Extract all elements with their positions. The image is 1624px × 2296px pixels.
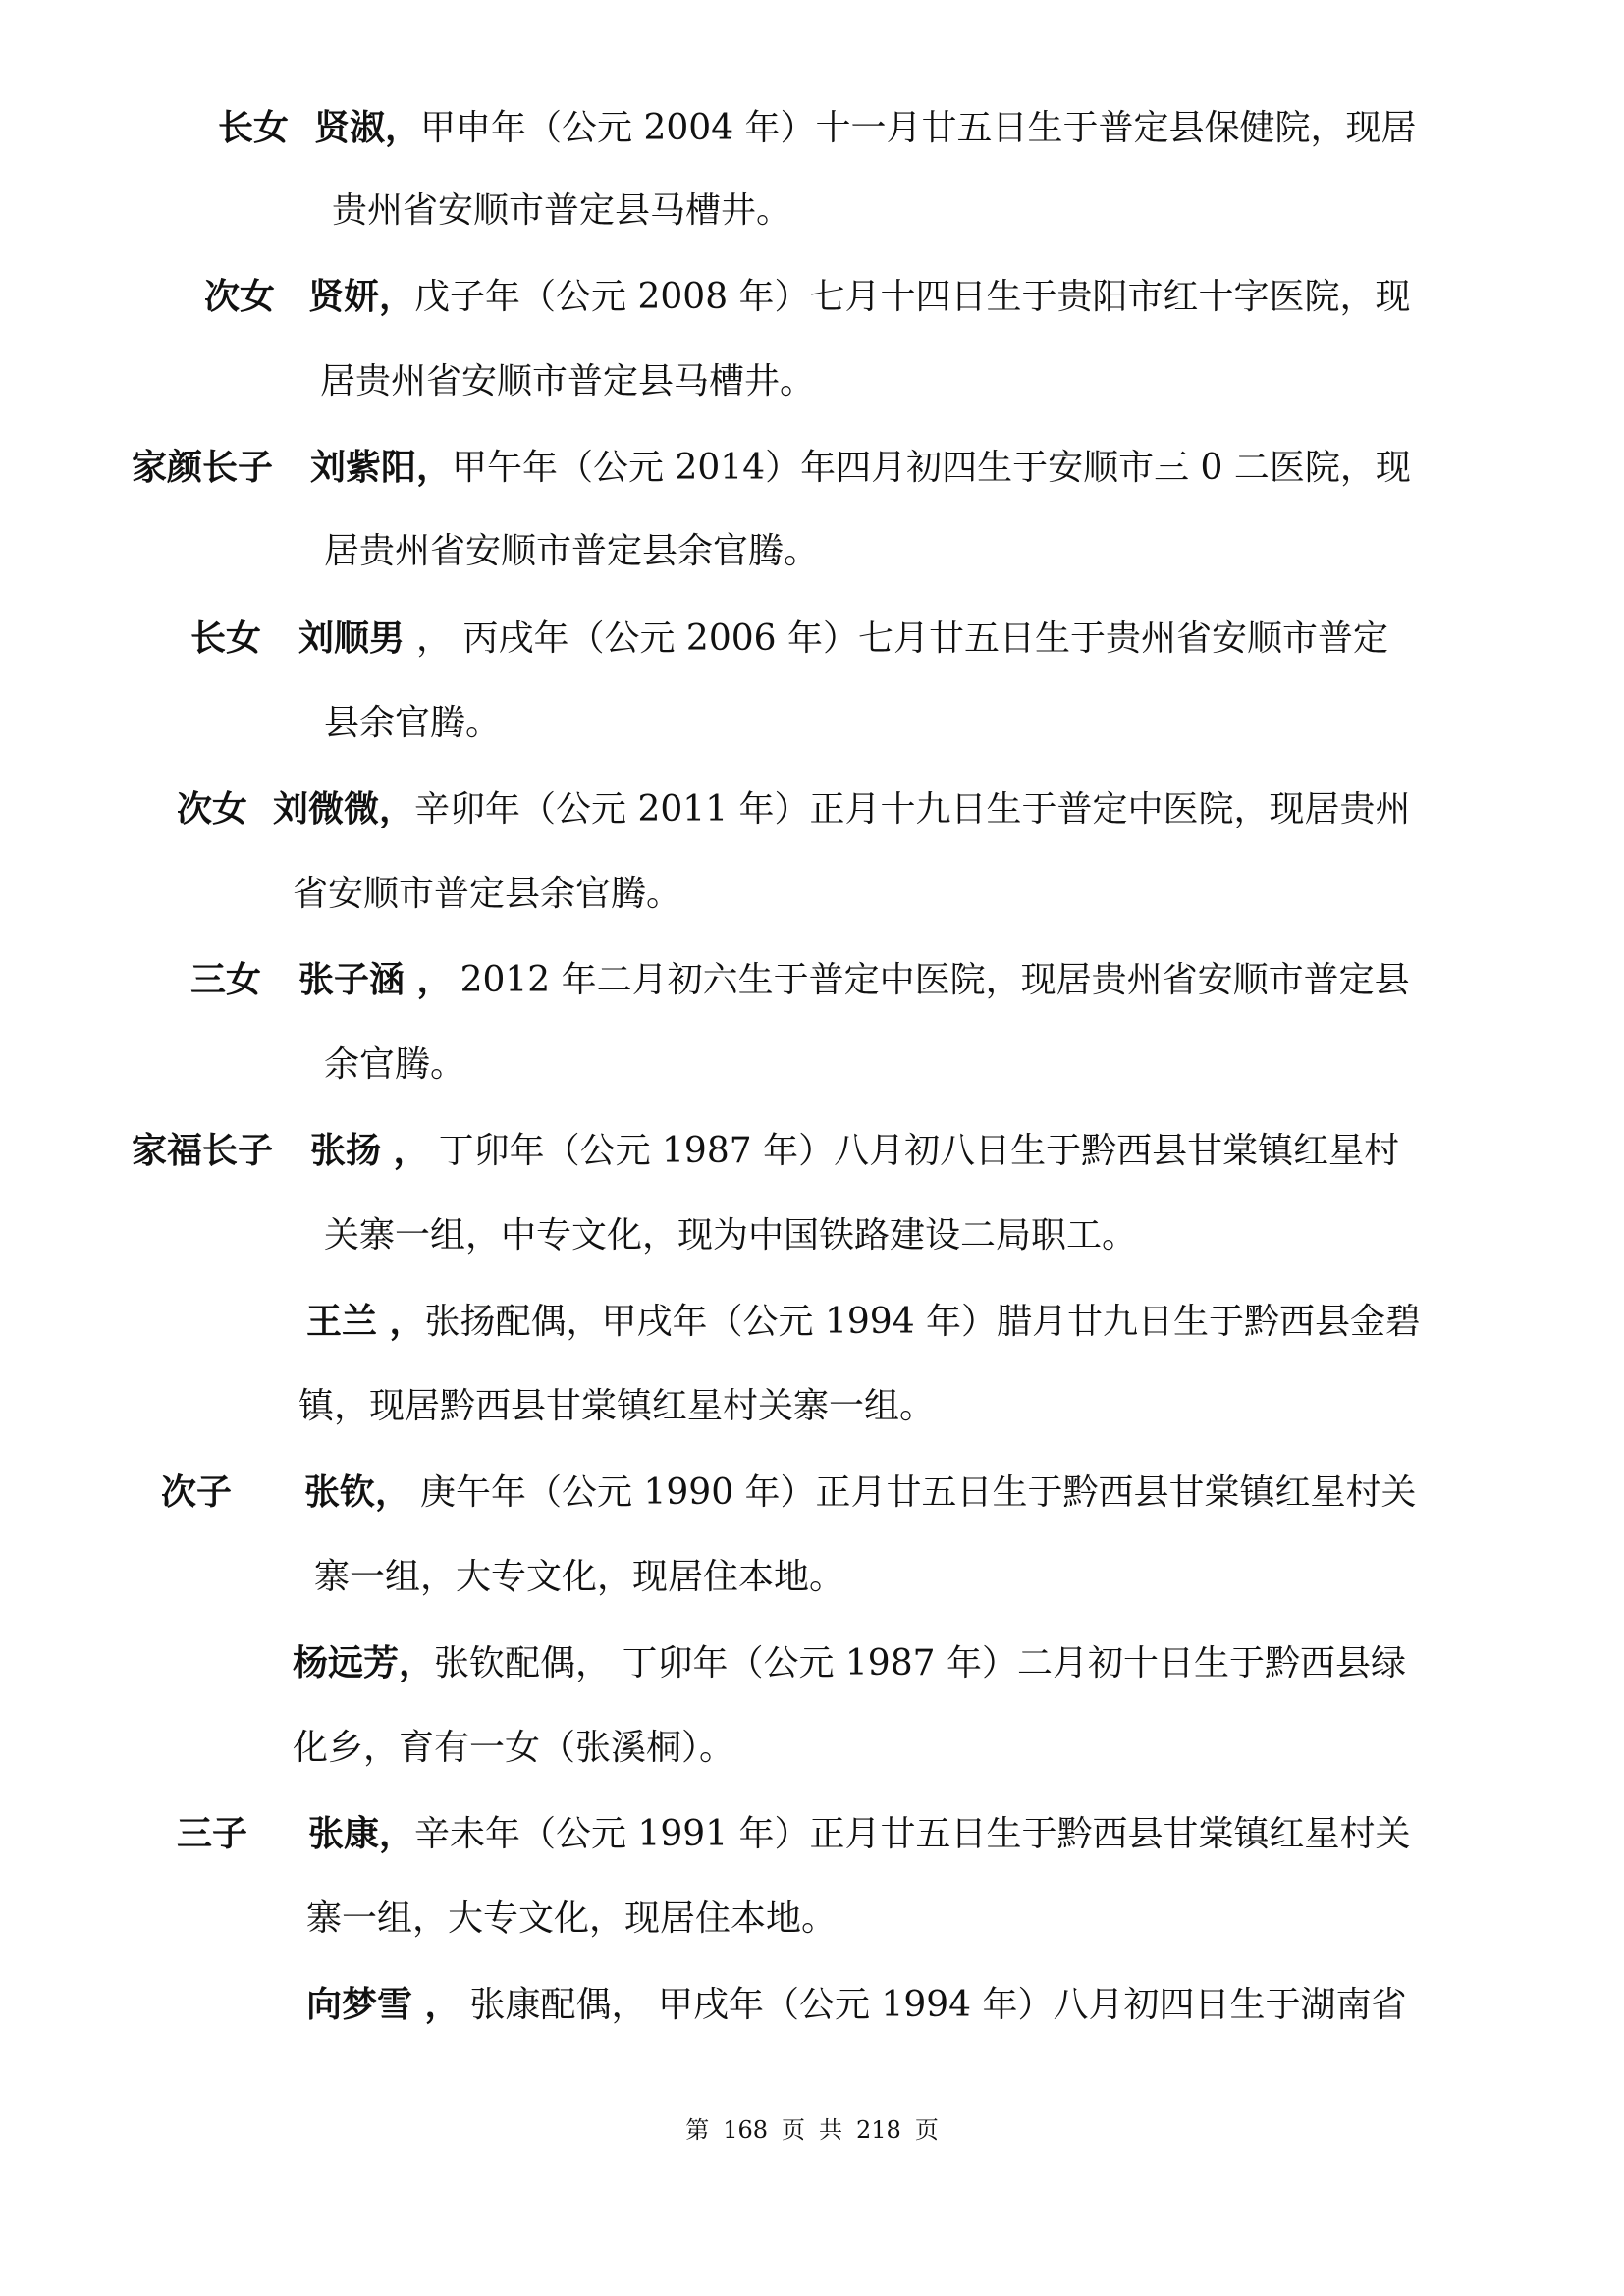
entry-first-line	[306, 1983, 1407, 2026]
entry-text: 省安顺市普定县余官腾。	[293, 874, 682, 914]
entry-first-line	[218, 106, 1417, 149]
entry-continuation-line	[324, 702, 501, 745]
entry-continuation-line	[298, 1385, 935, 1428]
entry-text: 丁卯年（公元 1987 年）八月初八日生于黔西县甘棠镇红星村	[438, 1131, 1400, 1171]
entry-text: 戊子年（公元 2008 年）七月十四日生于贵阳市红十字医院，现	[414, 277, 1411, 317]
current-page-number: 168	[723, 2116, 768, 2144]
page-footer	[0, 2115, 1624, 2145]
entry-text: 辛卯年（公元 2011 年）正月十九日生于普定中医院，现居贵州	[414, 789, 1411, 829]
entry-text: 贵州省安顺市普定县马槽井。	[332, 190, 792, 231]
entry-text: 县余官腾。	[324, 703, 502, 743]
entry-text: 寨一组，大专文化，现居住本地。	[314, 1557, 845, 1597]
person-name: 张康，	[308, 1813, 415, 1854]
relation-label: 长女	[218, 107, 290, 148]
entry-first-line	[161, 1470, 1417, 1514]
entry-text: 甲午年（公元 2014）年四月初四生于安顺市三 0 二医院，现	[452, 448, 1411, 488]
entry-first-line	[204, 275, 1411, 318]
entry-first-line	[132, 446, 1411, 489]
relation-label: 次子	[161, 1471, 233, 1513]
entry-continuation-line	[293, 1727, 734, 1770]
entry-text: 居贵州省安顺市普定县余官腾。	[324, 531, 820, 571]
entry-text: 张康配偶， 甲戌年（公元 1994 年）八月初四日生于湖南省	[469, 1985, 1407, 2025]
entry-continuation-line	[324, 530, 819, 573]
entry-text: 居贵州省安顺市普定县马槽井。	[320, 361, 816, 401]
entry-first-line	[293, 1641, 1406, 1684]
entry-continuation-line	[293, 873, 681, 916]
person-name: 贤淑，	[314, 107, 421, 148]
entry-first-line	[306, 1300, 1421, 1343]
entry-text: 寨一组，大专文化，现居住本地。	[306, 1898, 838, 1939]
person-name: 刘紫阳，	[310, 447, 453, 488]
entry-first-line	[177, 1812, 1411, 1855]
footer-suffix: 页	[914, 2116, 939, 2144]
entry-first-line	[190, 958, 1410, 1001]
entry-continuation-line	[324, 1043, 465, 1087]
person-name: 贤妍，	[308, 276, 415, 317]
relation-label: 次女	[204, 276, 276, 317]
entry-text: 庚午年（公元 1990 年）正月廿五日生于黔西县甘棠镇红星村关	[420, 1472, 1417, 1513]
entry-text: 化乡，育有一女（张溪桐）。	[293, 1728, 735, 1768]
person-name: 王兰 ，	[306, 1301, 425, 1342]
person-name: 向梦雪 ，	[306, 1984, 460, 2025]
entry-first-line	[132, 1129, 1399, 1172]
entry-text: 辛未年（公元 1991 年）正月廿五日生于黔西县甘棠镇红星村关	[414, 1814, 1411, 1854]
entry-text: 张扬配偶，甲戌年（公元 1994 年）腊月廿九日生于黔西县金碧	[424, 1302, 1422, 1342]
person-name: 张子涵 ，	[298, 959, 453, 1000]
relation-label: 长女	[190, 617, 262, 659]
total-page-number: 218	[856, 2116, 901, 2144]
entry-text: 2012 年二月初六生于普定中医院，现居贵州省安顺市普定县	[460, 960, 1410, 1000]
relation-label: 家颜长子	[132, 447, 274, 488]
relation-label: 三女	[190, 959, 262, 1000]
entry-continuation-line	[332, 189, 791, 233]
footer-page-word: 页	[782, 2116, 805, 2144]
footer-prefix: 第	[685, 2116, 710, 2144]
entry-text: 余官腾。	[324, 1044, 466, 1085]
person-name: 刘微微，	[273, 788, 415, 829]
person-name: 张钦，	[304, 1471, 411, 1513]
entry-text: 镇，现居黔西县甘棠镇红星村关寨一组。	[298, 1386, 936, 1426]
entry-text: 关寨一组，中专文化，现为中国铁路建设二局职工。	[324, 1215, 1138, 1255]
entry-first-line	[177, 787, 1411, 830]
entry-text: ， 丙戌年（公元 2006 年）七月廿五日生于贵州省安顺市普定	[416, 618, 1388, 659]
entry-text: 张钦配偶， 丁卯年（公元 1987 年）二月初十日生于黔西县绿	[434, 1643, 1406, 1683]
person-name: 刘顺男	[298, 617, 406, 659]
person-name: 张扬 ，	[310, 1130, 429, 1171]
relation-label: 次女	[177, 788, 248, 829]
person-name: 杨远芳，	[293, 1642, 435, 1683]
relation-label: 三子	[177, 1813, 248, 1854]
entry-continuation-line	[314, 1556, 844, 1599]
entry-continuation-line	[306, 1897, 837, 1941]
entry-text: 甲申年（公元 2004 年）十一月廿五日生于普定县保健院，现居	[420, 108, 1417, 148]
entry-continuation-line	[324, 1214, 1137, 1257]
entry-continuation-line	[320, 360, 815, 403]
relation-label: 家福长子	[132, 1130, 274, 1171]
entry-first-line	[190, 616, 1388, 660]
footer-total-word: 共	[819, 2116, 842, 2144]
